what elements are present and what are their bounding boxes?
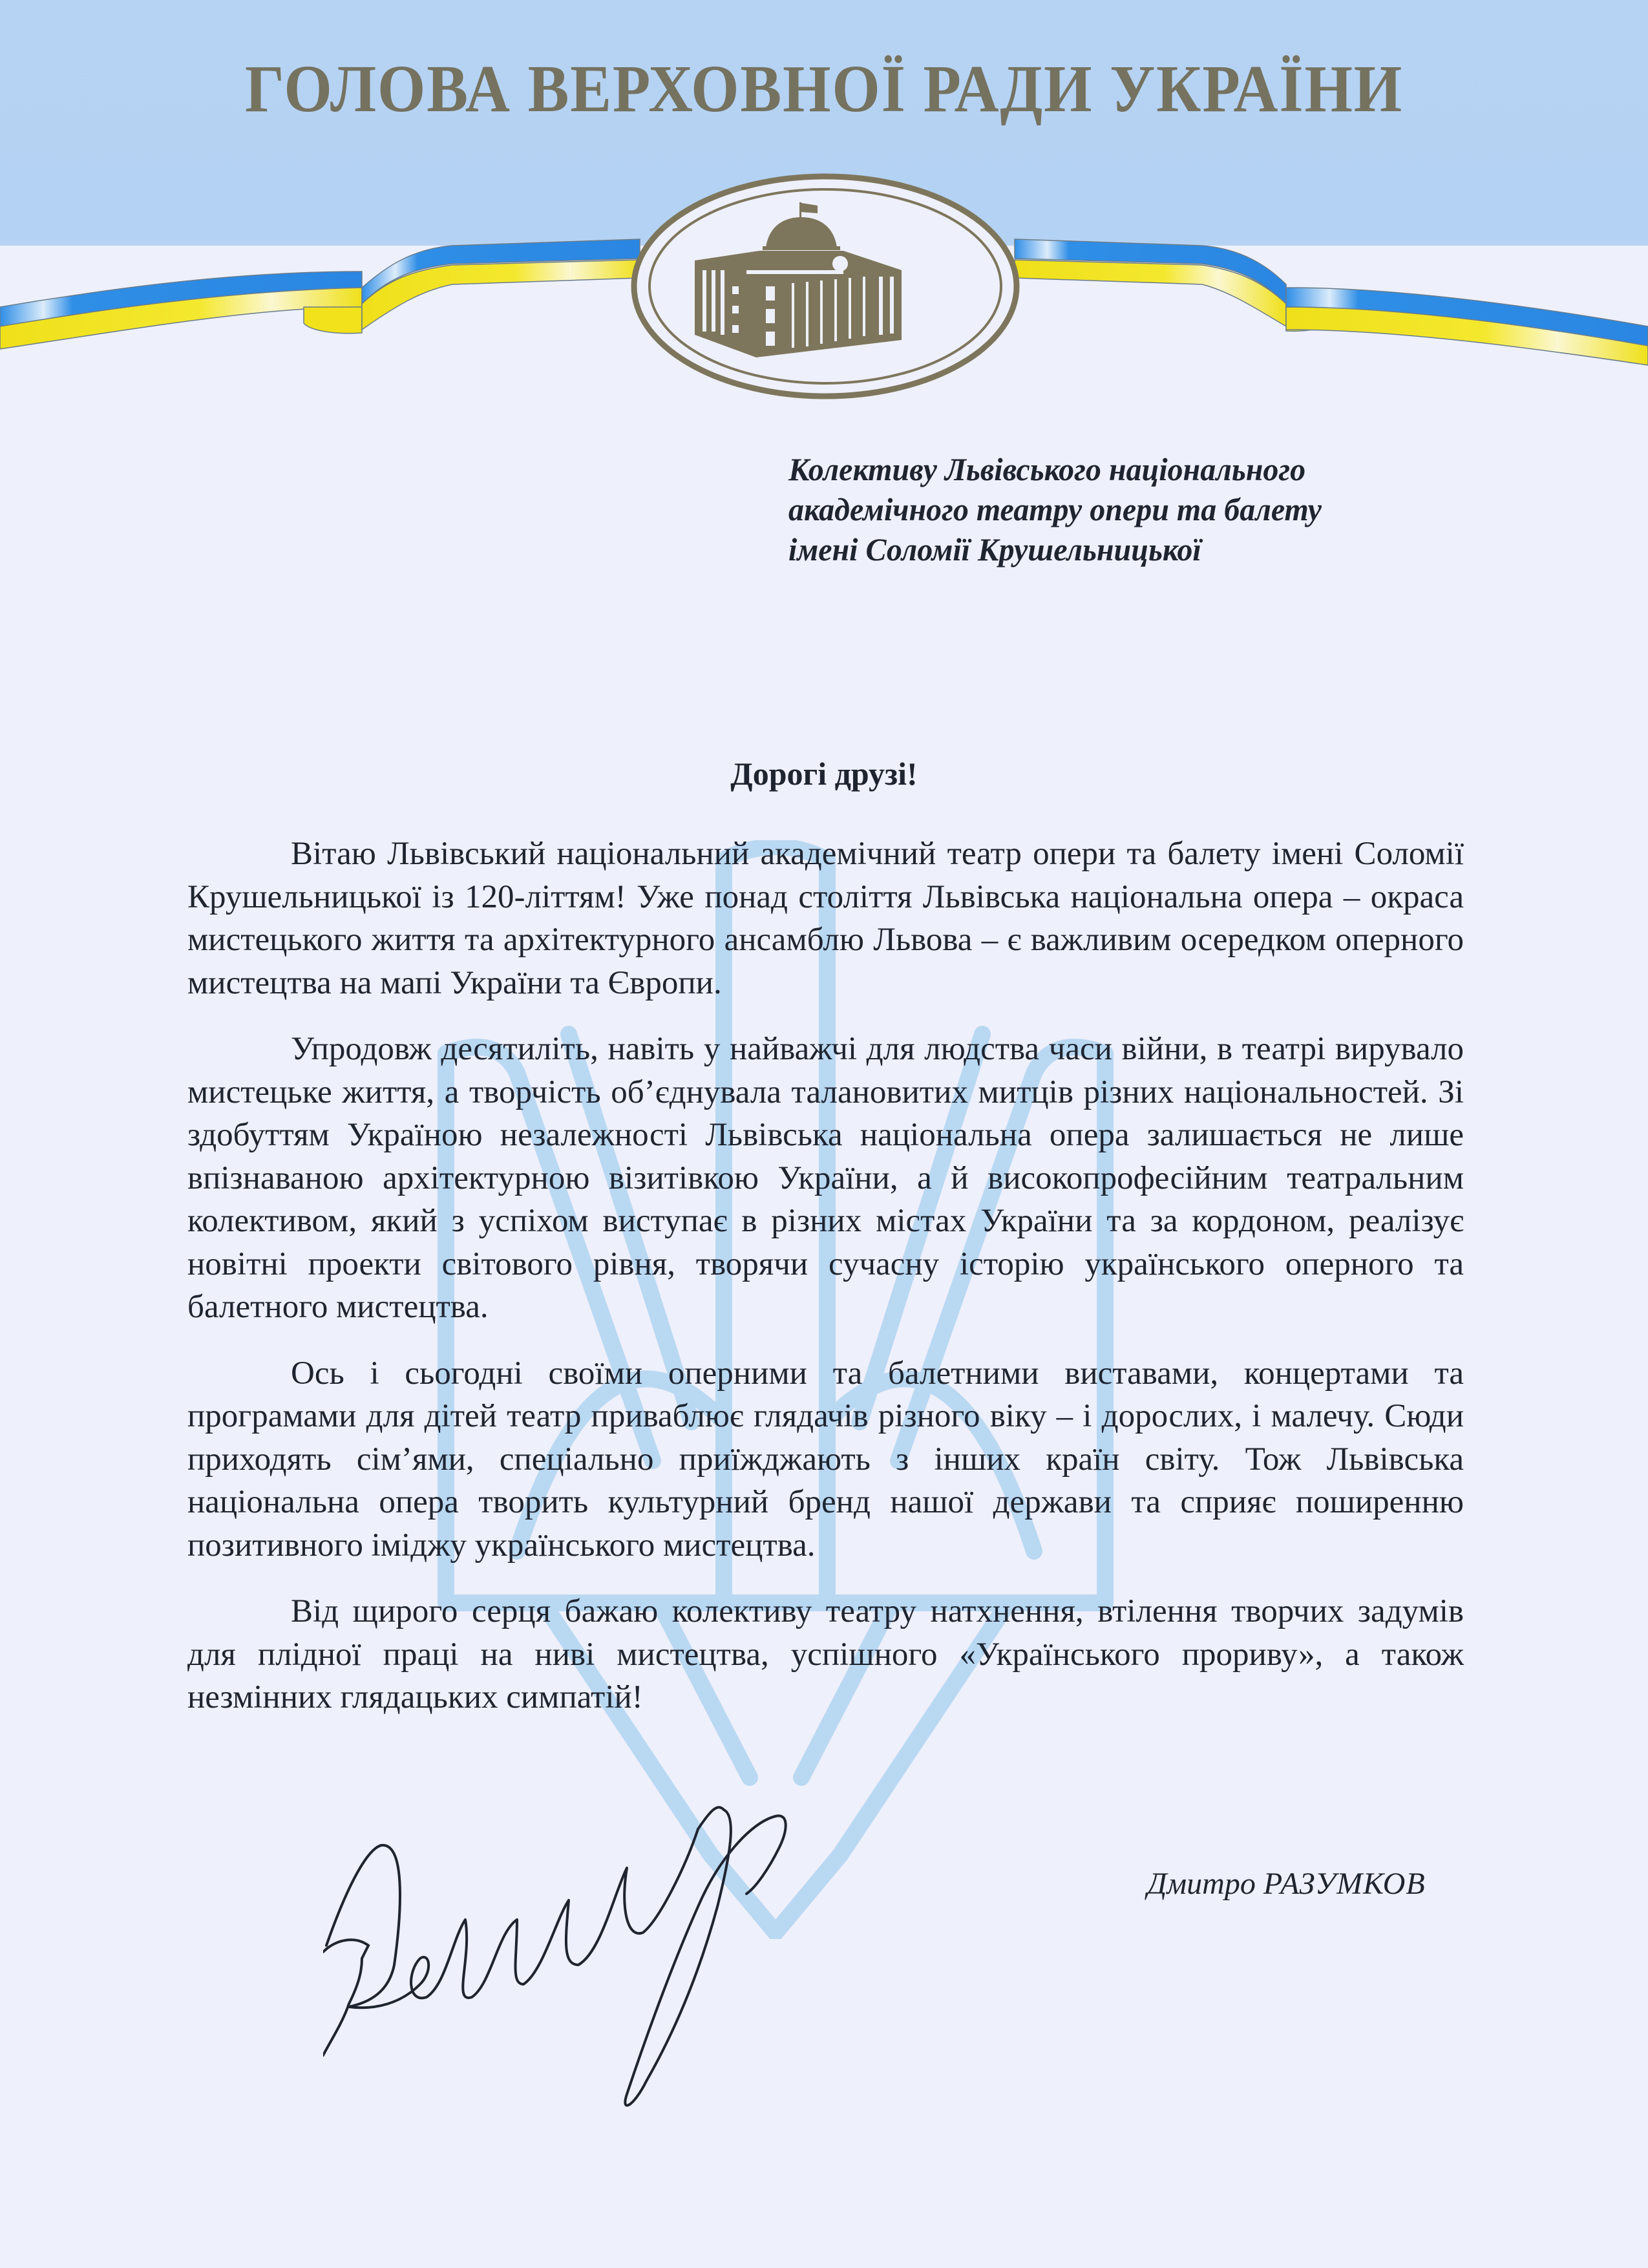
signer-first-name: Дмитро — [1147, 1867, 1256, 1901]
addressee-block — [788, 449, 1533, 569]
salutation: Дорогі друзі! — [730, 756, 918, 792]
signer-surname: РАЗУМКОВ — [1263, 1867, 1426, 1901]
signer-name — [1147, 1866, 1426, 1902]
addressee-line: Колективу Львівського національного — [788, 451, 1306, 487]
addressee-line: імені Соломії Крушельницької — [788, 531, 1201, 567]
handwritten-signature — [323, 1790, 1228, 2210]
letterhead-title: ГОЛОВА ВЕРХОВНОЇ РАДИ УКРАЇНИ — [245, 52, 1403, 126]
paragraph: Від щирого серця бажаю колективу театру натхнення, втілення творчих задумів для плідної праці на ниві мистецтва, успішного «Українського прориву», а також незмінних глядацьких симпатій! — [187, 1593, 1464, 1715]
paragraph: Вітаю Львівський національний академічний театр опери та балету імені Соломії Крушельницької із 120-літтям! Уже понад століття Львівська національна опера – окраса мистецького життя та архітектурного ансамблю Львова – є важливим осередком оперного мистецтва на мапі України та Європи. — [187, 836, 1464, 1001]
parliament-building-emblem — [630, 173, 1021, 399]
paragraph: Ось і сьогодні своїми оперними та балетними виставами, концертами та програмами для дітей театр приваблює глядачів різного віку – і дорослих, і малечу. Сюди приходять сім’ями, спеціально приїжджають з інших країн світу. Тож Львівська національна опера творить культурний бренд нашої держави та сприяє поширенню позитивного іміджу українського мистецтва. — [187, 1355, 1464, 1563]
paragraph: Упродовж десятиліть, навіть у найважчі для людства часи війни, в театрі вирувало мистецьке життя, а творчість об’єднувала талановитих митців різних національностей. Зі здобуттям Україною незалежності Львівська національна опера залишається не лише впізнаваною архітектурною візитівкою України, а й високопрофесійним театральним колективом, який з успіхом виступає в різних містах України та за кордоном, реалізує новітні проекти світового рівня, творячи сучасну історію українського оперного та балетного мистецтва. — [187, 1031, 1464, 1325]
letter-body — [187, 832, 1464, 1743]
ribbon-left-fold — [304, 307, 362, 334]
addressee-line: академічного театру опери та балету — [788, 491, 1322, 527]
